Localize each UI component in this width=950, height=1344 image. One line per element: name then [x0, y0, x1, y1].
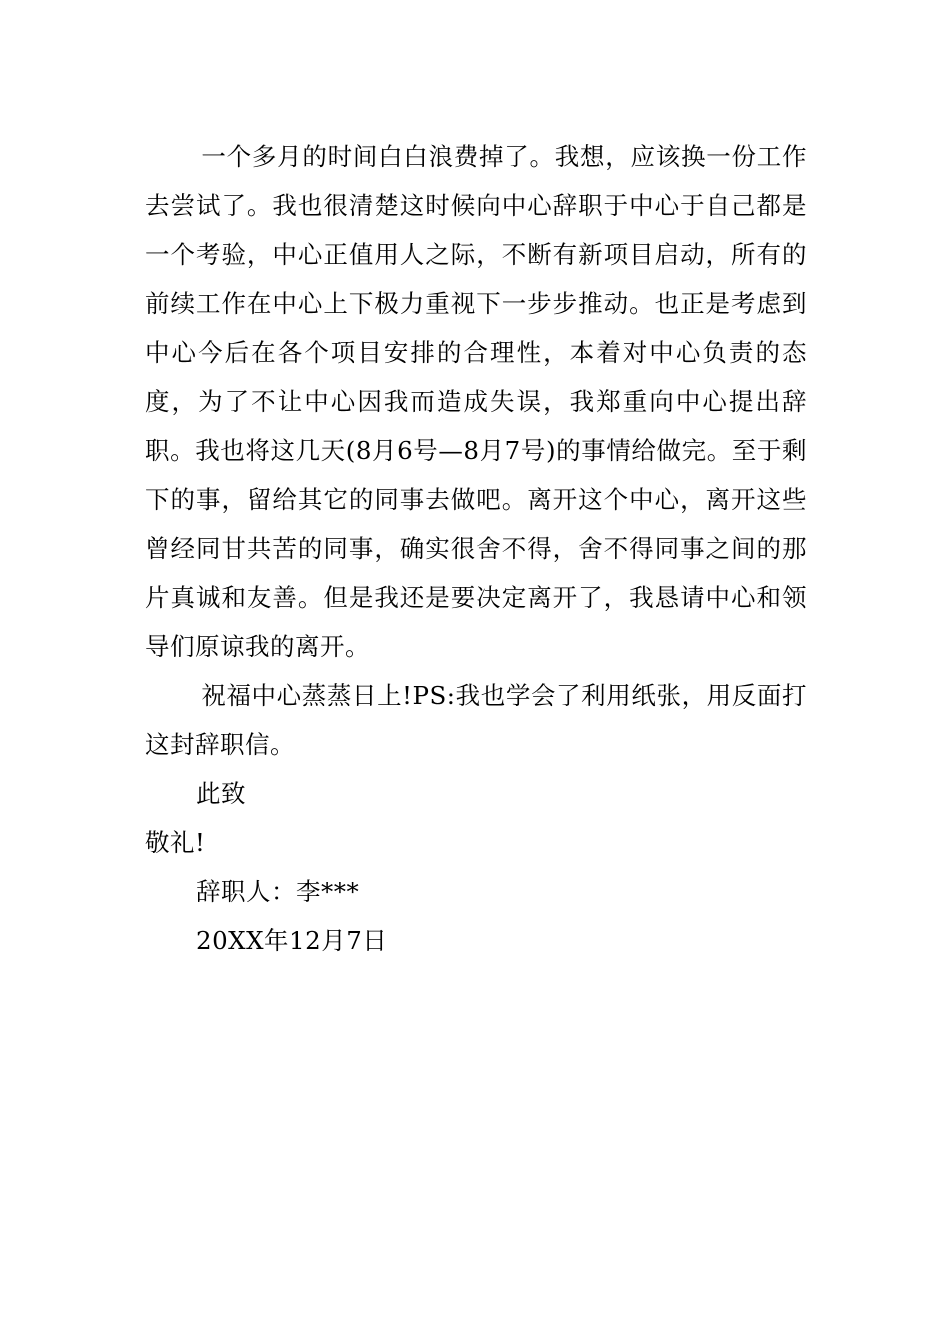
date-line: 20XX年12月7日: [196, 926, 388, 955]
closing-line: 此致: [196, 779, 246, 808]
salutation-line: 敬礼!: [145, 828, 206, 857]
body-paragraph: 一个多月的时间白白浪费掉了。我想，应该换一份工作去尝试了。我也很清楚这时候向中心辞职于中心于自己都是一个考验，中心正值用人之际，不断有新项目启动，所有的前续工作在中心上下极力重视下一步步推动。也正是考虑到中心今后在各个项目安排的合理性，本着对中心负责的态度，为了不让中心因我而造成失误，我郑重向中心提出辞职。我也将这几天(8月6号—8月7号)的事情给做完。至于剩下的事，留给其它的同事去做吧。离开这个中心，离开这些曾经同甘共苦的同事，确实很舍不得，舍不得同事之间的那片真诚和友善。但是我还是要决定离开了，我恳请中心和领导们原谅我的离开。: [145, 142, 807, 661]
signature-line: 辞职人：李***: [196, 877, 360, 906]
blessing-paragraph: 祝福中心蒸蒸日上!PS:我也学会了利用纸张，用反面打这封辞职信。: [145, 681, 807, 759]
letter-body: [145, 132, 807, 965]
